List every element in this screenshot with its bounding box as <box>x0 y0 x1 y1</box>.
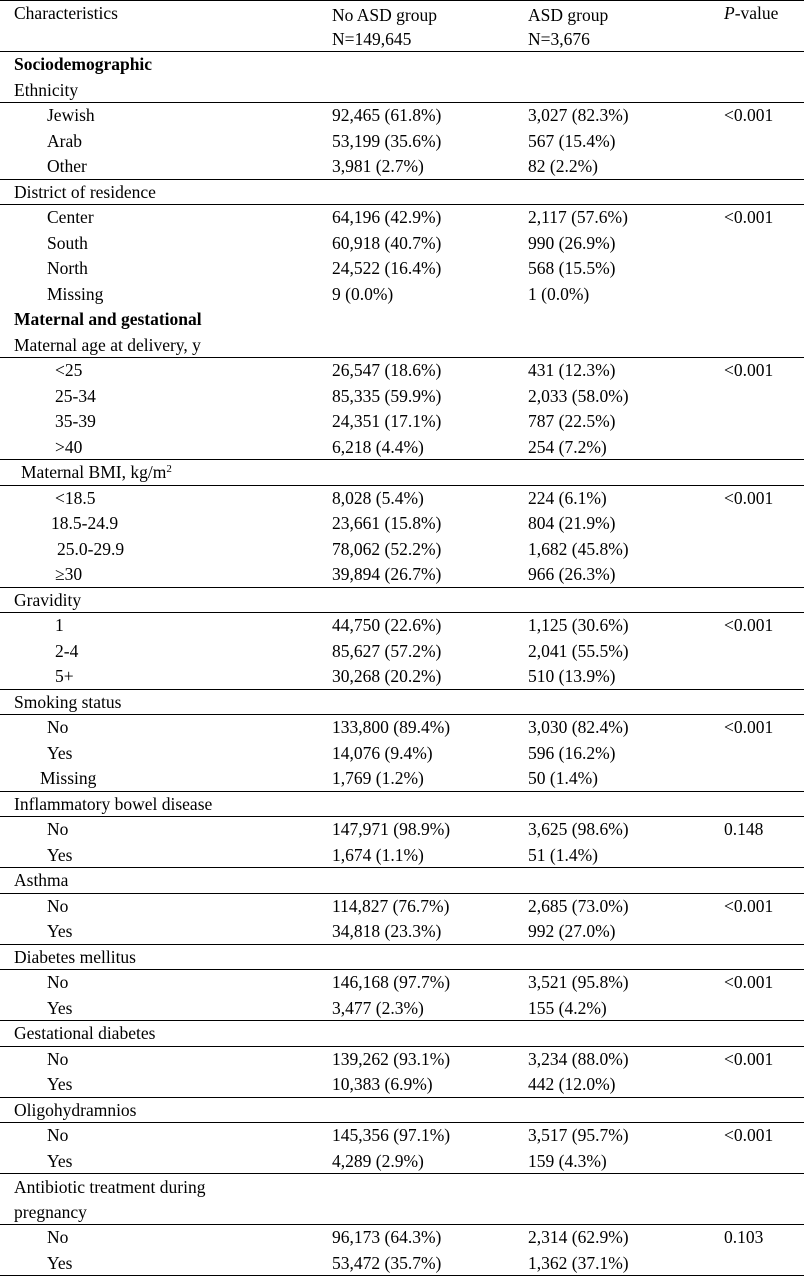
row-label: 1 <box>55 615 64 635</box>
row-label: Yes <box>47 1150 73 1171</box>
row-label: <18.5 <box>55 487 96 508</box>
table-header <box>0 0 804 52</box>
no-asd-value: 23,661 (15.8%) <box>332 513 442 533</box>
group-row <box>0 180 804 206</box>
table-row <box>0 894 804 920</box>
asd-value: 254 (7.2%) <box>528 436 607 457</box>
no-asd-value: 6,218 (4.4%) <box>332 436 424 457</box>
group-label: Gravidity <box>14 589 82 610</box>
row-label: >40 <box>55 436 83 457</box>
row-label: No <box>47 895 69 916</box>
table-row <box>0 1149 804 1175</box>
group-label: Oligohydramnios <box>14 1099 137 1120</box>
header-p-value: P-value <box>724 3 779 23</box>
table-row <box>0 511 804 537</box>
row-label: 25.0-29.9 <box>57 538 125 559</box>
asd-value: 3,030 (82.4%) <box>528 717 629 737</box>
section-title: Maternal and gestational <box>14 309 202 329</box>
asd-value: 3,027 (82.3%) <box>528 105 629 125</box>
row-label: Arab <box>47 130 82 151</box>
table-row <box>0 486 804 512</box>
no-asd-value: 10,383 (6.9%) <box>332 1074 433 1094</box>
asd-value: 2,314 (62.9%) <box>528 1227 629 1247</box>
asd-value: 2,117 (57.6%) <box>528 207 628 227</box>
table-row <box>0 715 804 741</box>
table-row <box>0 639 804 665</box>
row-label: 5+ <box>55 666 74 686</box>
row-label: Jewish <box>47 105 95 125</box>
row-label: Yes <box>47 1252 73 1273</box>
asd-value: 51 (1.4%) <box>528 844 598 865</box>
group-row <box>0 1021 804 1047</box>
no-asd-value: 30,268 (20.2%) <box>332 666 442 686</box>
row-label: Yes <box>47 921 73 941</box>
row-label: No <box>47 717 69 737</box>
table-row <box>0 1251 804 1277</box>
table-row <box>0 256 804 282</box>
p-value: <0.001 <box>724 615 774 635</box>
asd-value: 804 (21.9%) <box>528 513 616 533</box>
row-label: No <box>47 1227 69 1247</box>
row-label: South <box>47 232 88 253</box>
group-row <box>0 868 804 894</box>
no-asd-value: 145,356 (97.1%) <box>332 1125 451 1145</box>
no-asd-value: 53,472 (35.7%) <box>332 1252 442 1273</box>
table-row <box>0 1123 804 1149</box>
group-label: Diabetes mellitus <box>14 946 136 967</box>
p-value: <0.001 <box>724 105 774 125</box>
no-asd-value: 96,173 (64.3%) <box>332 1227 442 1247</box>
p-value: <0.001 <box>724 972 774 992</box>
table-row <box>0 562 804 588</box>
table-row <box>0 1225 804 1251</box>
no-asd-value: 24,522 (16.4%) <box>332 258 442 278</box>
no-asd-value: 14,076 (9.4%) <box>332 742 433 763</box>
asd-value: 82 (2.2%) <box>528 156 598 176</box>
header-no-asd-group: No ASD group N=149,645 <box>332 5 438 49</box>
no-asd-value: 39,894 (26.7%) <box>332 564 442 584</box>
header-characteristics: Characteristics <box>14 3 118 23</box>
asd-value: 990 (26.9%) <box>528 232 616 253</box>
table-row <box>0 409 804 435</box>
row-label: Yes <box>47 1074 73 1094</box>
no-asd-value: 92,465 (61.8%) <box>332 105 442 125</box>
no-asd-value: 34,818 (23.3%) <box>332 921 442 941</box>
row-label: Other <box>47 156 87 176</box>
no-asd-value: 26,547 (18.6%) <box>332 360 442 380</box>
asd-value: 2,041 (55.5%) <box>528 640 629 661</box>
no-asd-value: 1,674 (1.1%) <box>332 844 424 865</box>
table-row <box>0 741 804 767</box>
no-asd-value: 85,335 (59.9%) <box>332 385 442 406</box>
table-row <box>0 1047 804 1073</box>
asd-value: 2,033 (58.0%) <box>528 385 629 406</box>
table-row <box>0 384 804 410</box>
section-row <box>0 52 804 78</box>
asd-value: 992 (27.0%) <box>528 921 616 941</box>
table-row <box>0 205 804 231</box>
p-value: <0.001 <box>724 1125 774 1145</box>
asd-value: 1,125 (30.6%) <box>528 615 629 635</box>
no-asd-value: 8,028 (5.4%) <box>332 487 424 508</box>
row-label: Yes <box>47 997 73 1018</box>
no-asd-value: 24,351 (17.1%) <box>332 411 442 431</box>
asd-value: 596 (16.2%) <box>528 742 616 763</box>
p-value: <0.001 <box>724 487 774 508</box>
row-label: Missing <box>40 768 97 788</box>
table-row <box>0 613 804 639</box>
group-label: Smoking status <box>14 691 122 712</box>
no-asd-value: 147,971 (98.9%) <box>332 819 451 839</box>
table-row <box>0 537 804 563</box>
asd-value: 159 (4.3%) <box>528 1150 607 1171</box>
row-label: 25-34 <box>55 385 96 406</box>
group-label: District of residence <box>14 181 156 202</box>
group-label: Gestational diabetes <box>14 1023 156 1043</box>
group-row <box>0 588 804 614</box>
table-row <box>0 817 804 843</box>
table-row <box>0 766 804 792</box>
no-asd-value: 4,289 (2.9%) <box>332 1150 424 1171</box>
table-row <box>0 843 804 869</box>
group-label: Inflammatory bowel disease <box>14 793 213 814</box>
p-value: <0.001 <box>724 1048 774 1069</box>
asd-value: 224 (6.1%) <box>528 487 607 508</box>
row-label: 2-4 <box>55 640 79 661</box>
table-row <box>0 231 804 257</box>
group-row <box>0 945 804 971</box>
row-label: No <box>47 972 69 992</box>
table-row <box>0 996 804 1022</box>
row-label: Yes <box>47 844 73 865</box>
table-row <box>0 664 804 690</box>
no-asd-value: 3,981 (2.7%) <box>332 156 424 176</box>
p-value: <0.001 <box>724 717 774 737</box>
asd-value: 155 (4.2%) <box>528 997 607 1018</box>
group-label: Maternal age at delivery, y <box>14 334 201 355</box>
table-row <box>0 154 804 180</box>
p-value: <0.001 <box>724 895 774 916</box>
asd-value: 3,517 (95.7%) <box>528 1125 629 1145</box>
asd-value: 442 (12.0%) <box>528 1074 616 1094</box>
asd-value: 50 (1.4%) <box>528 768 598 788</box>
no-asd-value: 3,477 (2.3%) <box>332 997 424 1018</box>
asd-value: 1,362 (37.1%) <box>528 1252 629 1273</box>
p-value: <0.001 <box>724 360 774 380</box>
table-row <box>0 970 804 996</box>
no-asd-value: 133,800 (89.4%) <box>332 717 451 737</box>
no-asd-value: 114,827 (76.7%) <box>332 895 450 916</box>
no-asd-value: 146,168 (97.7%) <box>332 972 451 992</box>
group-row <box>0 460 804 486</box>
no-asd-value: 85,627 (57.2%) <box>332 640 442 661</box>
table-row <box>0 358 804 384</box>
no-asd-value: 64,196 (42.9%) <box>332 207 442 227</box>
group-row <box>0 1098 804 1124</box>
asd-value: 510 (13.9%) <box>528 666 616 686</box>
group-label: Asthma <box>14 870 69 890</box>
group-label: Antibiotic treatment during pregnancy <box>14 1177 206 1222</box>
row-label: North <box>47 258 88 278</box>
group-row <box>0 792 804 818</box>
row-label: ≥30 <box>55 564 83 584</box>
group-row <box>0 1174 804 1225</box>
asd-value: 966 (26.3%) <box>528 564 616 584</box>
asd-value: 567 (15.4%) <box>528 130 616 151</box>
table-row <box>0 1072 804 1098</box>
no-asd-value: 53,199 (35.6%) <box>332 130 442 151</box>
group-row <box>0 690 804 716</box>
row-label: Center <box>47 207 94 227</box>
row-label: No <box>47 1125 69 1145</box>
p-value: 0.103 <box>724 1227 764 1247</box>
group-row <box>0 333 804 359</box>
no-asd-value: 78,062 (52.2%) <box>332 538 442 559</box>
table-row <box>0 435 804 461</box>
row-label: Missing <box>47 283 104 304</box>
p-value: 0.148 <box>724 819 764 839</box>
asd-value: 3,625 (98.6%) <box>528 819 629 839</box>
row-label: 18.5-24.9 <box>51 513 119 533</box>
row-label: No <box>47 819 69 839</box>
asd-value: 1,682 (45.8%) <box>528 538 629 559</box>
row-label: No <box>47 1048 69 1069</box>
asd-value: 3,521 (95.8%) <box>528 972 629 992</box>
asd-value: 787 (22.5%) <box>528 411 616 431</box>
asd-value: 3,234 (88.0%) <box>528 1048 629 1069</box>
no-asd-value: 60,918 (40.7%) <box>332 232 442 253</box>
asd-value: 568 (15.5%) <box>528 258 616 278</box>
table-row <box>0 919 804 945</box>
group-label: Ethnicity <box>14 79 79 100</box>
no-asd-value: 44,750 (22.6%) <box>332 615 442 635</box>
section-row <box>0 307 804 333</box>
asd-value: 431 (12.3%) <box>528 360 616 380</box>
row-label: <25 <box>55 360 83 380</box>
group-row <box>0 78 804 104</box>
table-row <box>0 129 804 155</box>
table-row <box>0 103 804 129</box>
group-label: Maternal BMI, $kg/m^2$ <box>21 462 172 482</box>
no-asd-value: 139,262 (93.1%) <box>332 1048 451 1069</box>
row-label: 35-39 <box>55 411 96 431</box>
header-asd-group: ASD group N=3,676 <box>528 5 609 49</box>
table-row <box>0 282 804 308</box>
row-label: Yes <box>47 742 73 763</box>
no-asd-value: 9 (0.0%) <box>332 283 394 304</box>
p-value: <0.001 <box>724 207 774 227</box>
asd-value: 2,685 (73.0%) <box>528 895 629 916</box>
asd-value: 1 (0.0%) <box>528 283 590 304</box>
no-asd-value: 1,769 (1.2%) <box>332 768 424 788</box>
section-title: Sociodemographic <box>14 54 153 74</box>
